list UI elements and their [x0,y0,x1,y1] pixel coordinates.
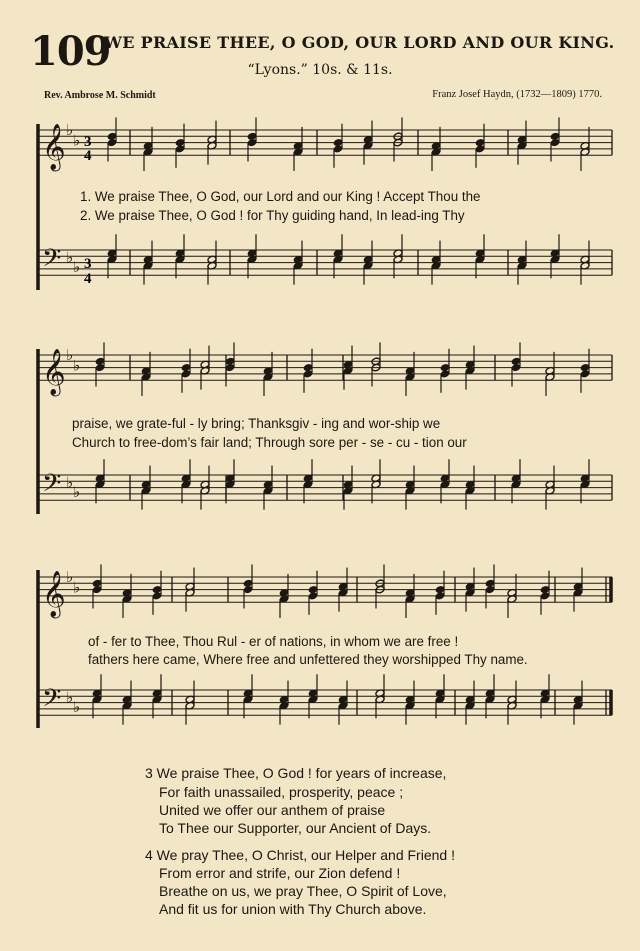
composer-credit: Franz Josef Haydn, (1732—1809) 1770. [432,89,602,100]
flat-icon: ♭ [73,578,81,597]
system3-lyric-verse1: of - fer to Thee, Thou Rul - er of nations, in whom we are free ! [88,634,459,649]
verse3-line2: For faith unassailed, prosperity, peace ; [159,784,404,800]
flat-icon: ♭ [66,346,74,364]
hymn-title: WE PRAISE THEE, O GOD, OUR LORD AND OUR KING. [104,33,615,52]
flat-icon: ♭ [73,257,81,276]
time-sig-bottom-bass: 4 [84,271,92,287]
flat-icon: ♭ [66,688,74,707]
verse3-line1: 3 We praise Thee, O God ! for years of increase, [145,765,447,781]
author-credit: Rev. Ambrose M. Schmidt [44,90,156,101]
system1-lyric-verse2: 2. We praise Thee, O God ! for Thy guiding hand, In lead-ing Thy [80,208,465,223]
tune-name: “Lyons.” 10s. & 11s. [247,62,393,78]
verse4-line4: And fit us for union with Thy Church above. [159,901,427,917]
treble-clef-icon: 𝄞 [42,349,66,396]
flat-icon: ♭ [66,248,74,267]
time-sig-top-treble: 3 [84,134,92,150]
bass-clef-icon: 𝄢 [42,468,62,504]
hymn-number: 109 [30,28,111,75]
time-sig-bottom-treble: 4 [84,148,92,164]
time-sig-top-bass: 3 [84,256,92,272]
verse3-line3: United we offer our anthem of praise [159,802,386,818]
flat-icon: ♭ [73,697,81,716]
verse4-line1: 4 We pray Thee, O Christ, our Helper and Friend ! [145,847,455,863]
flat-icon: ♭ [66,473,74,492]
system3-lyric-verse2: fathers here came, Where free and unfettered they worshipped Thy name. [88,652,528,667]
bass-clef-icon: 𝄢 [42,683,62,719]
flat-icon: ♭ [66,121,74,139]
treble-clef-icon: 𝄞 [42,124,66,171]
verse3-line4: To Thee our Supporter, our Ancient of Days. [159,820,432,836]
bass-clef-icon: 𝄢 [42,243,62,279]
flat-icon: ♭ [73,131,81,150]
system2-lyric-verse1: praise, we grate-ful - ly bring; Thanksgiv - ing and wor-ship we [72,416,441,431]
system1-lyric-verse1: 1. We praise Thee, O God, our Lord and our King ! Accept Thou the [80,189,481,204]
flat-icon: ♭ [73,482,81,501]
flat-icon: ♭ [66,568,74,586]
system2-lyric-verse2: Church to free-dom’s fair land; Through sore per - se - cu - tion our [72,435,467,450]
verse4-line3: Breathe on us, we pray Thee, O Spirit of Love, [159,883,447,899]
flat-icon: ♭ [73,356,81,375]
treble-clef-icon: 𝄞 [42,571,66,618]
verse4-line2: From error and strife, our Zion defend ! [159,865,401,881]
